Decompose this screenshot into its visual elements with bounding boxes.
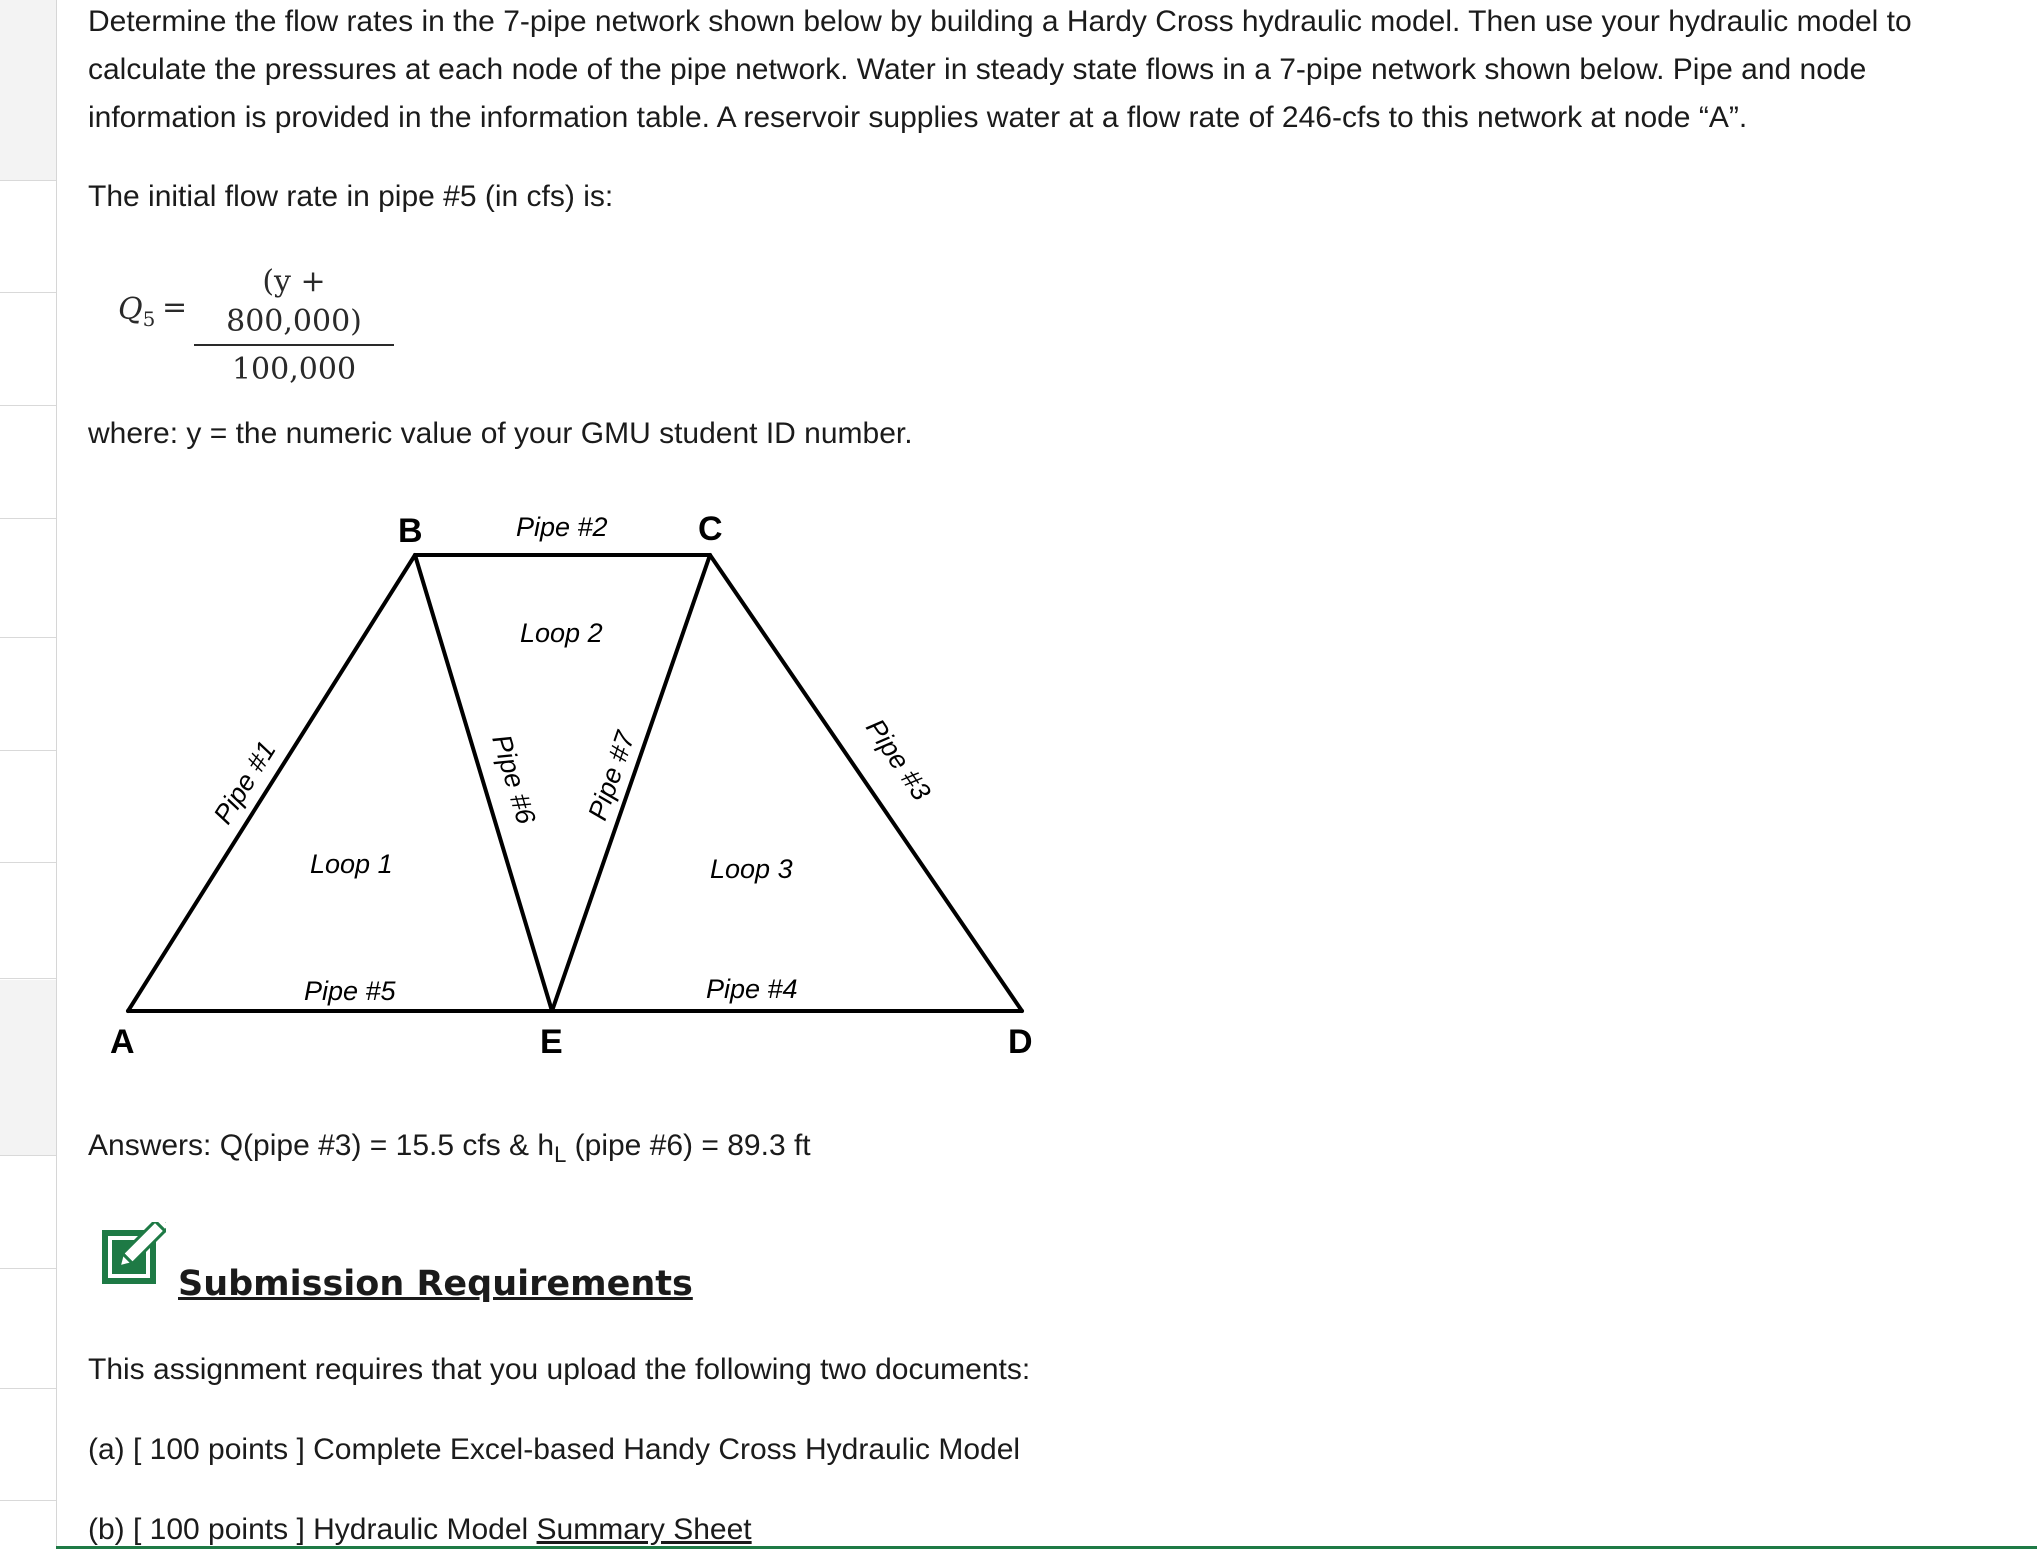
pipe-1-line [128, 555, 415, 1011]
answers-suffix: (pipe #6) = 89.3 ft [566, 1129, 811, 1162]
pipe-1-label: Pipe #1 [207, 735, 282, 830]
left-gutter [0, 0, 57, 1549]
pipe-6-label: Pipe #6 [486, 731, 542, 828]
node-d-label: D [1008, 1023, 1033, 1061]
loop-2-label: Loop 2 [520, 618, 603, 648]
pipe-5-label: Pipe #5 [304, 976, 396, 1006]
submission-item-a: (a) [ 100 points ] Complete Excel-based Handy Cross Hydraulic Model [88, 1433, 1021, 1466]
gutter-row-line [0, 180, 56, 181]
gutter-row-line [0, 405, 56, 406]
pipe-3-label: Pipe #3 [860, 713, 937, 806]
gutter-shaded-band [0, 980, 56, 1155]
answers-text [88, 1122, 811, 1179]
summary-sheet-link[interactable]: Summary Sheet [536, 1513, 752, 1546]
item-b-prefix: (b) [ 100 points ] Hydraulic Model [88, 1513, 537, 1546]
pipe-2-label: Pipe #2 [516, 512, 608, 542]
node-c-label: C [698, 510, 723, 548]
loop-1-label: Loop 1 [310, 849, 393, 879]
pipe-3-line [710, 555, 1022, 1011]
loop-3-label: Loop 3 [710, 854, 793, 884]
formula-denominator: 100,000 [231, 352, 357, 387]
pipe-4-label: Pipe #4 [706, 974, 798, 1004]
answers-prefix: Answers: Q(pipe #3) = 15.5 cfs & h [88, 1129, 555, 1162]
pipe-7-label: Pipe #7 [582, 727, 641, 824]
node-b-label: B [398, 512, 423, 550]
gutter-row-line [0, 292, 56, 293]
formula-equals: = [162, 290, 188, 325]
submission-requirements-heading: Submission Requirements [178, 1264, 693, 1304]
pipe-network-diagram [100, 500, 1060, 1080]
formula-symbol: $Q_5$ [118, 292, 156, 331]
gutter-row-line [0, 1155, 56, 1156]
submission-item-b [88, 1506, 752, 1549]
intro-line-1: Determine the flow rates in the 7-pipe network shown below by building a Hardy Cross hydraulic model. Then use your hydraulic model to [88, 5, 1912, 38]
question-text: The initial flow rate in pipe #5 (in cfs) is: [88, 180, 614, 213]
formula-numerator: (y + 800,000) [226, 264, 362, 339]
submission-intro: This assignment requires that you upload the following two documents: [88, 1353, 1031, 1386]
gutter-row-line [0, 862, 56, 863]
formula-fraction [194, 262, 394, 390]
gutter-blank [0, 180, 56, 1549]
intro-line-2: calculate the pressures at each node of the pipe network. Water in steady state flows in a 7-pipe network shown below. Pipe and node [88, 53, 1867, 86]
where-text: where: y = the numeric value of your GMU student ID number. [88, 417, 913, 450]
answers-subscript: L [554, 1142, 567, 1167]
gutter-row-line [0, 978, 56, 979]
node-a-label: A [110, 1023, 135, 1061]
gutter-row-line [0, 1500, 56, 1501]
node-e-label: E [540, 1023, 563, 1061]
gutter-row-line [0, 1388, 56, 1389]
gutter-row-line [0, 637, 56, 638]
fraction-bar [194, 344, 394, 346]
gutter-row-line [0, 750, 56, 751]
intro-line-3: information is provided in the information table. A reservoir supplies water at a flow rate of 246-cfs to this network at node “A”. [88, 101, 1748, 134]
pencil-edit-icon [102, 1222, 166, 1284]
gutter-row-line [0, 1268, 56, 1269]
gutter-row-line [0, 518, 56, 519]
